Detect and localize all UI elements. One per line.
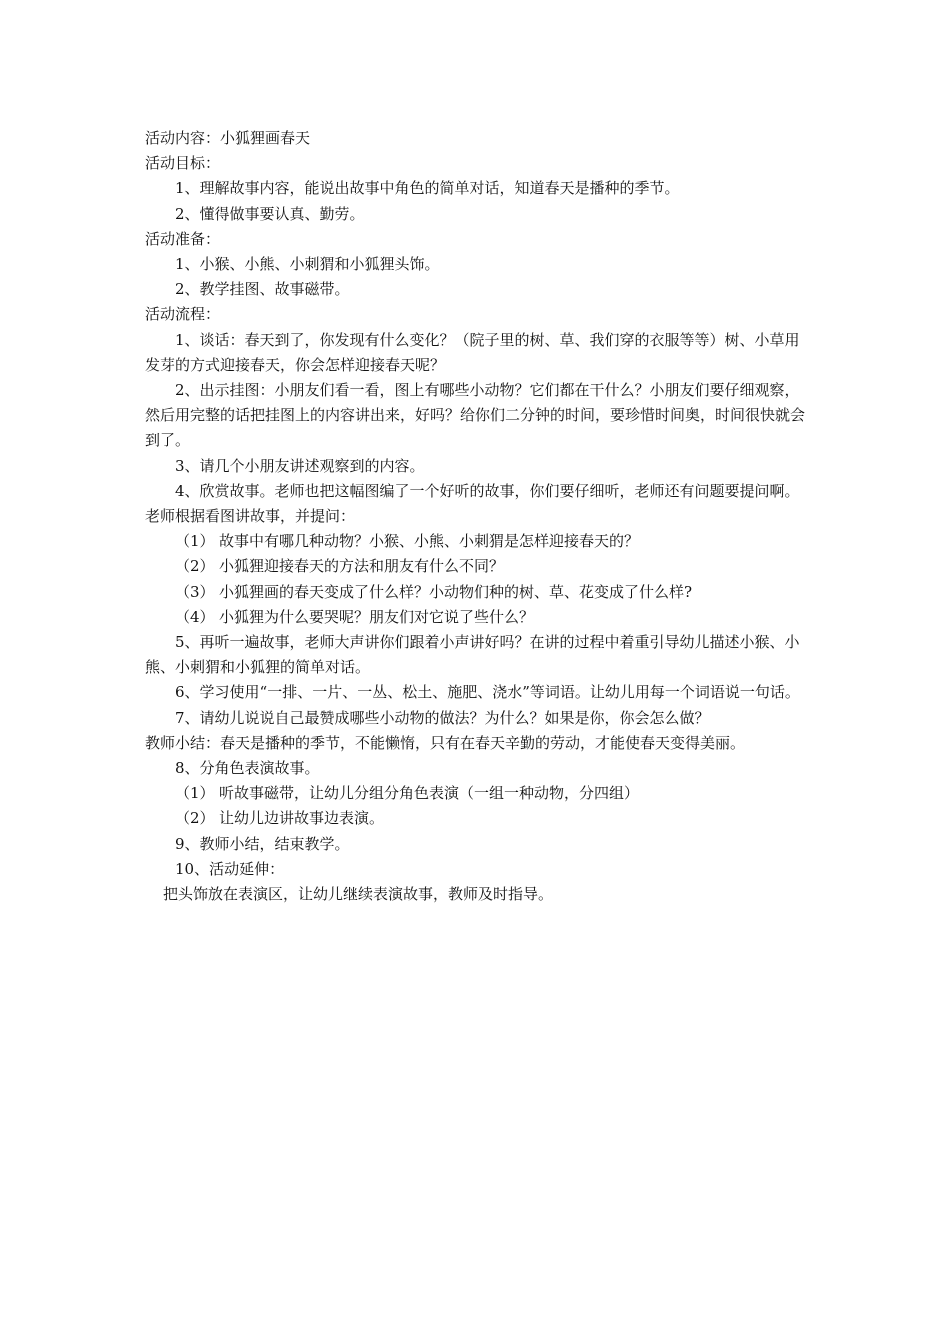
activity-2 — [145, 806, 813, 831]
prep-item: 2、教学挂图、故事磁带。 — [175, 280, 350, 299]
activity-title: 活动内容：小狐狸画春天 — [145, 129, 311, 147]
step-3: 3、请几个小朋友讲述观察到的内容。 — [175, 456, 425, 475]
prep-item: 1、小猴、小熊、小刺猬和小狐狸头饰。 — [175, 255, 440, 274]
step-1: 1、谈话：春天到了，你发现有什么变化？（院子里的树、草、我们穿的衣服等等）树、小草用发芽的方式迎接春天，你会怎样迎接春天呢？ — [145, 330, 800, 374]
question-3 — [145, 580, 813, 605]
step-10: 10、活动延伸： — [175, 859, 285, 878]
step-4: 4、欣赏故事。老师也把这幅图编了一个好听的故事，你们要仔细听，老师还有问题要提问啊。老师根据看图讲故事，并提问： — [145, 481, 800, 526]
question-2 — [145, 554, 813, 579]
question-text: 小狐狸迎接春天的方法和朋友有什么不同？ — [219, 557, 505, 576]
activity-text: 听故事磁带，让幼儿分组分角色表演（一组一种动物，分四组） — [219, 784, 640, 803]
step-2: 2、出示挂图：小朋友们看一看，图上有哪些小动物？它们都在干什么？小朋友们要仔细观察，然后用完整的话把挂图上的内容讲出来，好吗？给你们二分钟的时间，要珍惜时间奥，时间很快就会到了。 — [145, 381, 806, 450]
question-number: （2） — [175, 557, 215, 576]
step-5: 5、再听一遍故事，老师大声讲你们跟着小声讲好吗？在讲的过程中着重引导幼儿描述小猴、小熊、小刺猬和小狐狸的简单对话。 — [145, 633, 800, 677]
extension-text: 把头饰放在表演区，让幼儿继续表演故事，教师及时指导。 — [163, 885, 554, 904]
question-text: 小狐狸画的春天变成了什么样？小动物们种的树、草、花变成了什么样? — [219, 582, 693, 601]
activity-1 — [145, 781, 813, 806]
teacher-summary: 教师小结：春天是播种的季节，不能懒惰，只有在春天辛勤的劳动，才能使春天变得美丽。 — [145, 733, 746, 752]
prep-heading: 活动准备： — [145, 229, 221, 248]
goals-heading: 活动目标： — [145, 154, 221, 173]
question-number: （3） — [175, 582, 215, 601]
goal-item: 2、懂得做事要认真、勤劳。 — [175, 204, 365, 223]
step-6: 6、学习使用“一排、一片、一丛、松土、施肥、浇水”等词语。让幼儿用每一个词语说一句话。 — [175, 683, 800, 702]
question-number: （4） — [175, 607, 215, 626]
step-9: 9、教师小结，结束教学。 — [175, 834, 350, 853]
step-7: 7、请幼儿说说自己最赞成哪些小动物的做法？为什么？如果是你，你会怎么做？ — [175, 708, 710, 727]
question-text: 小狐狸为什么要哭呢？朋友们对它说了些什么？ — [219, 607, 535, 626]
step-8: 8、分角色表演故事。 — [175, 759, 320, 778]
goal-item: 1、理解故事内容，能说出故事中角色的简单对话，知道春天是播种的季节。 — [175, 179, 680, 198]
question-1 — [145, 529, 813, 554]
document-body — [145, 126, 813, 907]
question-number: （1） — [175, 532, 215, 551]
activity-text: 让幼儿边讲故事边表演。 — [219, 809, 385, 828]
activity-number: （1） — [175, 784, 215, 803]
question-text: 故事中有哪几种动物？小猴、小熊、小刺猬是怎样迎接春天的？ — [219, 532, 640, 551]
activity-number: （2） — [175, 809, 215, 828]
process-heading: 活动流程： — [145, 305, 221, 324]
question-4 — [145, 605, 813, 630]
